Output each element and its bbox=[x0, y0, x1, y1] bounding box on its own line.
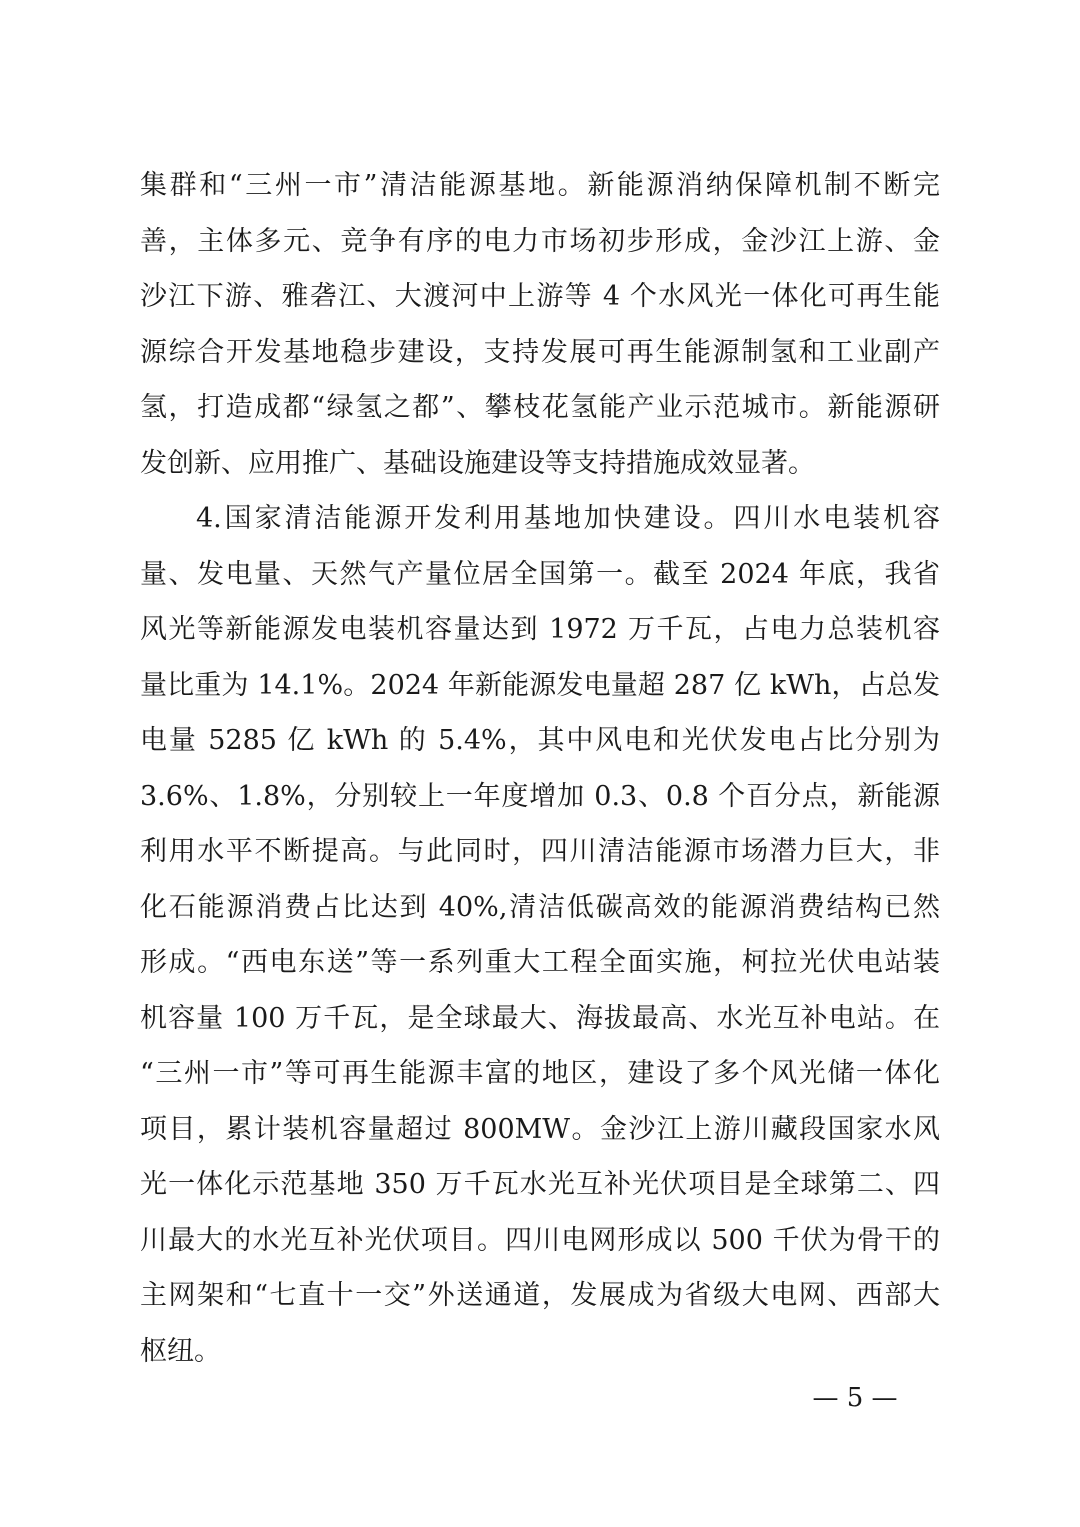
paragraph-2-line-11: “三州一市”等可再生能源丰富的地区，建设了多个风光储一体化 bbox=[140, 1058, 940, 1089]
paragraph-2-line-8: 化石能源消费占比达到 40%,清洁低碳高效的能源消费结构已然 bbox=[140, 892, 940, 923]
paragraph-1-line-6: 发创新、应用推广、基础设施建设等支持措施成效显著。 bbox=[140, 448, 815, 479]
paragraph-2-line-14: 川最大的水光互补光伏项目。四川电网形成以 500 千伏为骨干的 bbox=[140, 1225, 940, 1256]
paragraph-2-line-15: 主网架和“七直十一交”外送通道，发展成为省级大电网、西部大 bbox=[140, 1280, 940, 1311]
page-number: — 5 — bbox=[812, 1383, 898, 1413]
paragraph-2-line-12: 项目，累计装机容量超过 800MW。金沙江上游川藏段国家水风 bbox=[140, 1114, 940, 1145]
paragraph-2-line-7: 利用水平不断提高。与此同时，四川清洁能源市场潜力巨大，非 bbox=[140, 836, 940, 867]
paragraph-1-line-3: 沙江下游、雅砻江、大渡河中上游等 4 个水风光一体化可再生能 bbox=[140, 281, 940, 312]
paragraph-2-line-5: 电量 5285 亿 kWh 的 5.4%，其中风电和光伏发电占比分别为 bbox=[140, 725, 940, 756]
paragraph-2-line-1: 4.国家清洁能源开发利用基地加快建设。四川水电装机容 bbox=[196, 503, 940, 534]
paragraph-2-line-6: 3.6%、1.8%，分别较上一年度增加 0.3、0.8 个百分点，新能源 bbox=[140, 781, 940, 812]
paragraph-2-line-4: 量比重为 14.1%。2024 年新能源发电量超 287 亿 kWh，占总发 bbox=[140, 670, 940, 701]
paragraph-2-line-10: 机容量 100 万千瓦，是全球最大、海拔最高、水光互补电站。在 bbox=[140, 1003, 940, 1034]
paragraph-2-line-3: 风光等新能源发电装机容量达到 1972 万千瓦，占电力总装机容 bbox=[140, 614, 940, 645]
paragraph-1-line-2: 善，主体多元、竞争有序的电力市场初步形成，金沙江上游、金 bbox=[140, 226, 940, 257]
paragraph-1-line-1: 集群和“三州一市”清洁能源基地。新能源消纳保障机制不断完 bbox=[140, 170, 940, 201]
paragraph-1-line-5: 氢，打造成都“绿氢之都”、攀枝花氢能产业示范城市。新能源研 bbox=[140, 392, 940, 423]
paragraph-2-line-9: 形成。“西电东送”等一系列重大工程全面实施，柯拉光伏电站装 bbox=[140, 947, 940, 978]
paragraph-1-line-4: 源综合开发基地稳步建设，支持发展可再生能源制氢和工业副产 bbox=[140, 337, 940, 368]
paragraph-2-line-2: 量、发电量、天然气产量位居全国第一。截至 2024 年底，我省 bbox=[140, 559, 940, 590]
paragraph-2-line-16: 枢纽。 bbox=[140, 1336, 221, 1367]
paragraph-2-line-13: 光一体化示范基地 350 万千瓦水光互补光伏项目是全球第二、四 bbox=[140, 1169, 940, 1200]
